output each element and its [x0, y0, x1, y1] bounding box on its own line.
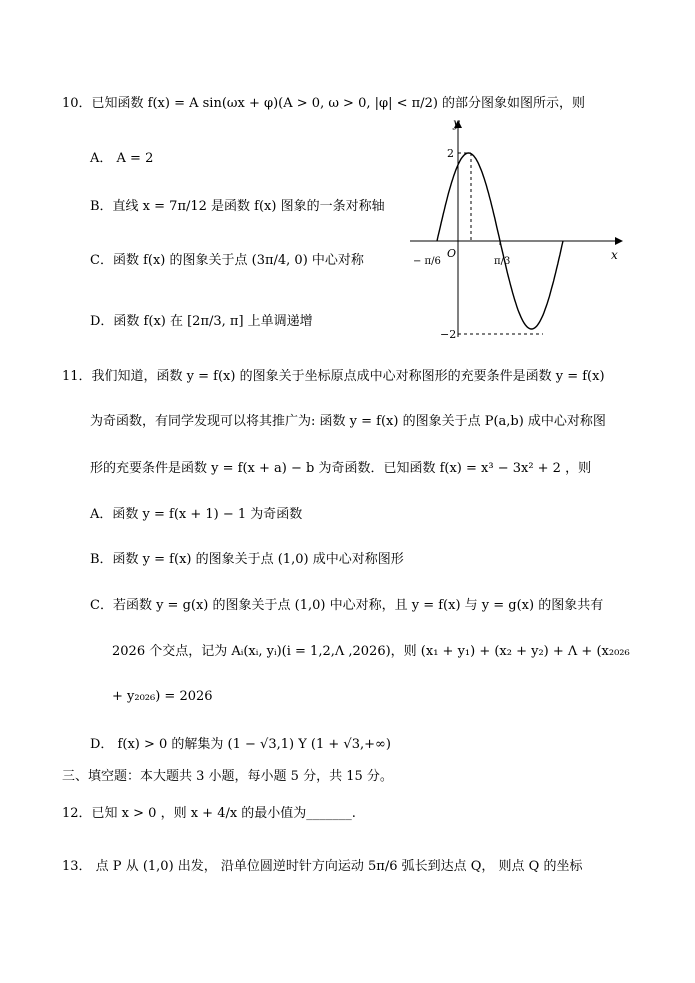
y-axis-label: y [453, 116, 460, 130]
q11-option-c-line2: 2026 个交点，记为 Aᵢ(xᵢ, yᵢ)(i = 1,2,Λ ,2026)，则 (x₁ + y₁) + (x₂ + y₂) + Λ + (x₂₀₂₆ [112, 644, 630, 659]
q11-option-c-line1: C．若函数 y = g(x) 的图象关于点 (1,0) 中心对称，且 y = f(x) 与 y = g(x) 的图象共有 [90, 598, 604, 613]
x-neg-label: − π/6 [413, 256, 441, 267]
q11-option-c-line3: + y₂₀₂₆) = 2026 [112, 689, 213, 704]
q11-option-b: B．函数 y = f(x) 的图象关于点 (1,0) 成中心对称图形 [90, 552, 404, 567]
y-max-label: 2 [447, 147, 454, 160]
q10-option-b: B．直线 x = 7π/12 是函数 f(x) 图象的一条对称轴 [90, 199, 385, 214]
sine-graph [405, 112, 630, 342]
q10-option-d: D．函数 f(x) 在 [2π/3, π] 上单调递增 [90, 314, 313, 329]
q11-stem-line3: 形的充要条件是函数 y = f(x + a) − b 为奇函数．已知函数 f(x) = x³ − 3x² + 2 ，则 [90, 461, 592, 476]
x-axis-label: x [611, 248, 618, 262]
q10-option-c: C．函数 f(x) 的图象关于点 (3π/4, 0) 中心对称 [90, 253, 364, 268]
q10-stem: 10．已知函数 f(x) = A sin(ωx + φ)(A > 0, ω > 0, |φ| < π/2) 的部分图象如图所示，则 [62, 96, 586, 111]
q11-stem-line1: 11．我们知道，函数 y = f(x) 的图象关于坐标原点成中心对称图形的充要条件是函数 y = f(x) [62, 369, 605, 384]
origin-label: O [447, 247, 457, 260]
section3-title: 三、填空题：本大题共 3 小题，每小题 5 分，共 15 分。 [62, 769, 393, 784]
q11-stem-line2: 为奇函数，有同学发现可以将其推广为: 函数 y = f(x) 的图象关于点 P(a,b) 成中心对称图 [90, 414, 606, 429]
x-pos-label: π/3 [494, 256, 511, 267]
q11-option-d: D． f(x) > 0 的解集为 (1 − √3,1) Y (1 + √3,+∞) [90, 737, 391, 752]
x-axis-arrow [615, 237, 623, 245]
q12-text: 12．已知 x > 0 ，则 x + 4/x 的最小值为_______. [62, 806, 356, 821]
y-min-label: −2 [440, 328, 457, 341]
q13-text: 13． 点 P 从 (1,0) 出发， 沿单位圆逆时针方向运动 5π/6 弧长到达点 Q， 则点 Q 的坐标 [62, 859, 583, 874]
q11-option-a: A．函数 y = f(x + 1) − 1 为奇函数 [90, 507, 303, 522]
q10-option-a: A． A = 2 [90, 151, 154, 166]
